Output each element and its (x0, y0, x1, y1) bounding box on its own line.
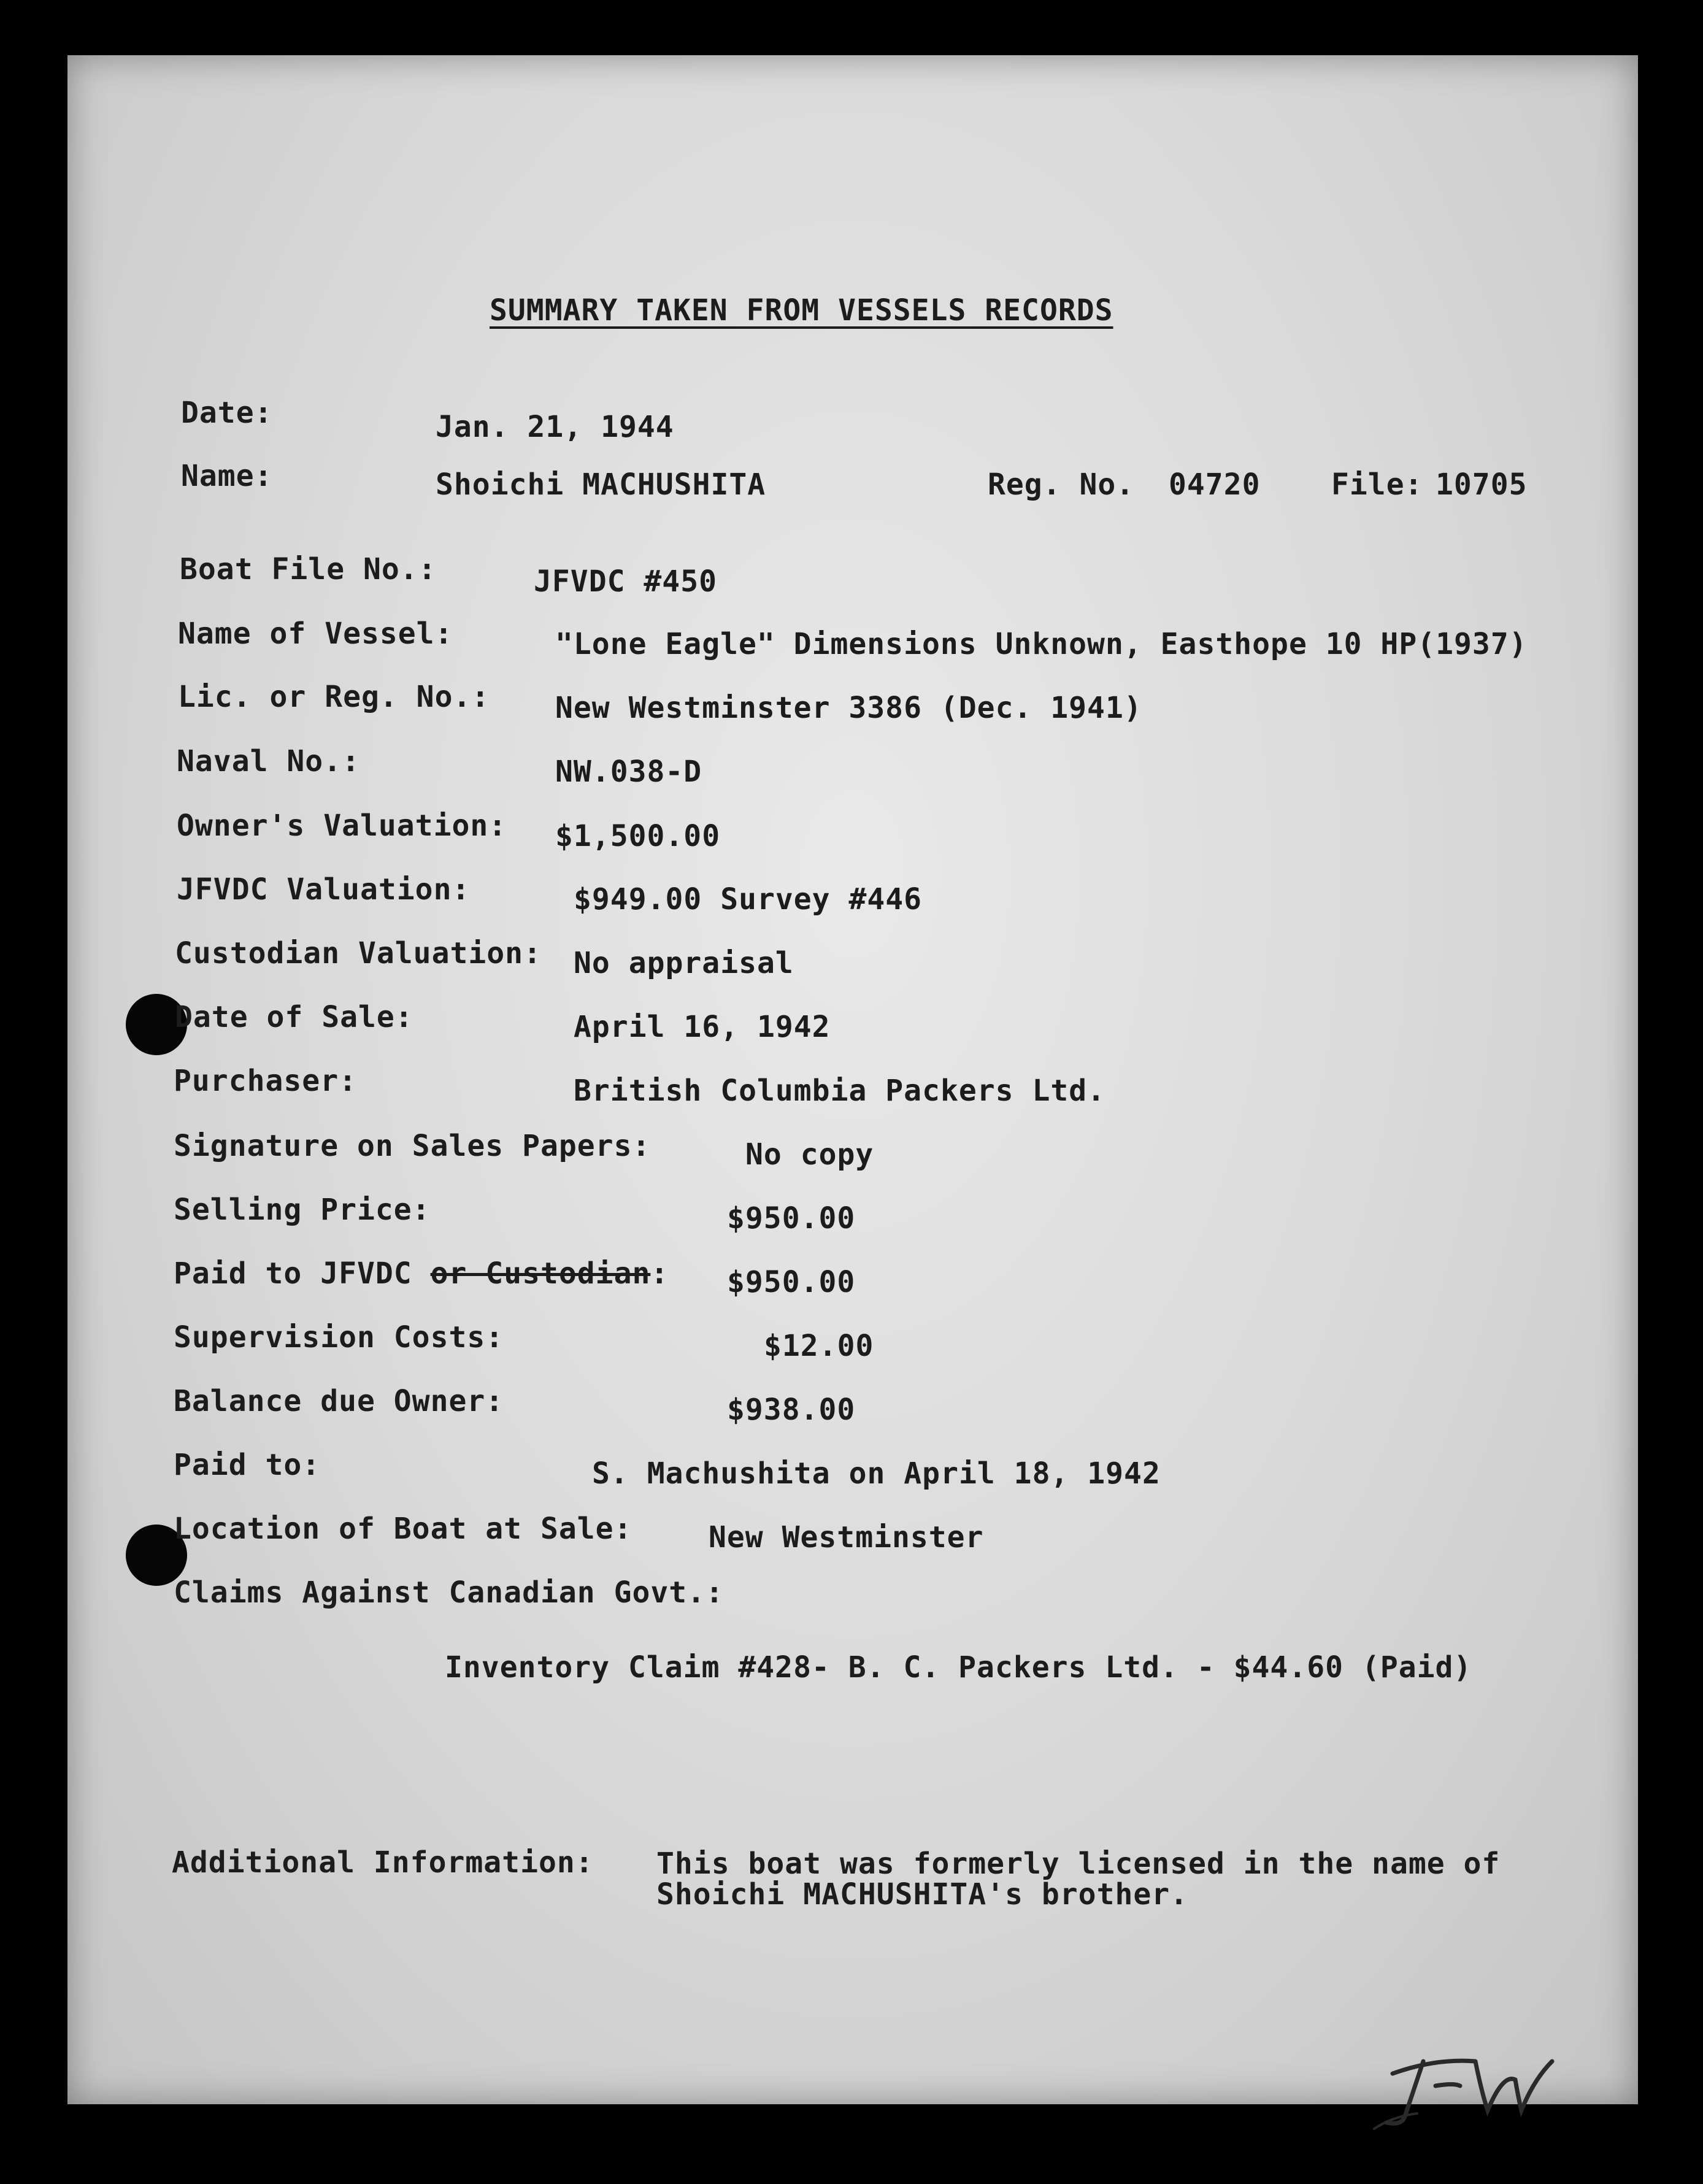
reg-value: 04720 (1169, 467, 1261, 502)
field-value-purchaser: British Columbia Packers Ltd. (574, 1074, 1106, 1108)
field-label-jfvdc-valuation: JFVDC Valuation: (177, 872, 471, 907)
date-value: Jan. 21, 1944 (436, 410, 674, 444)
claim-detail: Inventory Claim #428- B. C. Packers Ltd. - $44.60 (Paid) (445, 1650, 1472, 1685)
field-value-paid-to-jfvdc: $950.00 (727, 1265, 856, 1299)
field-label-lic-reg: Lic. or Reg. No.: (178, 680, 490, 714)
field-label-naval-no: Naval No.: (177, 744, 360, 779)
additional-info-line-2: Shoichi MACHUSHITA's brother. (656, 1877, 1189, 1912)
field-label-claims: Claims Against Canadian Govt.: (174, 1575, 724, 1610)
file-label: File: (1331, 467, 1423, 502)
document-page (67, 55, 1638, 2104)
name-value: Shoichi MACHUSHITA (436, 467, 766, 502)
field-label-balance-due: Balance due Owner: (174, 1384, 504, 1418)
reg-label: Reg. No. (988, 467, 1135, 502)
field-value-vessel-name: "Lone Eagle" Dimensions Unknown, Easthope 10 HP(1937) (555, 627, 1528, 661)
field-label-boat-file: Boat File No.: (180, 552, 437, 586)
field-value-naval-no: NW.038-D (555, 755, 702, 789)
field-label-location: Location of Boat at Sale: (174, 1512, 632, 1546)
field-label-signature-papers: Signature on Sales Papers: (174, 1129, 651, 1163)
field-value-balance-due: $938.00 (727, 1393, 856, 1427)
date-label: Date: (181, 396, 273, 430)
field-label-paid-to: Paid to: (174, 1448, 321, 1482)
additional-info-line-1: This boat was formerly licensed in the name of (656, 1847, 1501, 1881)
field-value-boat-file: JFVDC #450 (534, 564, 717, 599)
field-label-custodian-valuation: Custodian Valuation: (175, 936, 542, 971)
name-label: Name: (181, 459, 273, 493)
field-value-jfvdc-valuation: $949.00 Survey #446 (574, 882, 923, 917)
file-value: 10705 (1436, 467, 1528, 502)
handwritten-signature (1368, 2024, 1589, 2135)
field-value-paid-to: S. Machushita on April 18, 1942 (592, 1456, 1161, 1491)
field-label-supervision-costs: Supervision Costs: (174, 1320, 504, 1355)
field-label-purchaser: Purchaser: (174, 1064, 357, 1098)
field-value-custodian-valuation: No appraisal (574, 946, 794, 980)
document-title: SUMMARY TAKEN FROM VESSELS RECORDS (490, 293, 1113, 328)
field-value-date-of-sale: April 16, 1942 (574, 1010, 831, 1044)
field-label-date-of-sale: Date of Sale: (175, 1000, 413, 1034)
struck-text-custodian: or Custodian (430, 1256, 651, 1291)
field-value-selling-price: $950.00 (727, 1201, 856, 1236)
field-label-paid-to-jfvdc (174, 1256, 669, 1291)
paid-to-jfvdc-text: Paid to JFVDC (174, 1256, 412, 1291)
field-value-location: New Westminster (709, 1520, 984, 1555)
field-label-vessel-name: Name of Vessel: (178, 617, 453, 651)
field-value-supervision-costs: $12.00 (764, 1329, 874, 1363)
field-value-signature-papers: No copy (745, 1137, 874, 1172)
field-label-selling-price: Selling Price: (174, 1193, 431, 1227)
paid-to-colon: : (650, 1256, 669, 1291)
additional-info-label: Additional Information: (172, 1845, 594, 1880)
field-value-lic-reg: New Westminster 3386 (Dec. 1941) (555, 691, 1142, 725)
field-label-owner-valuation: Owner's Valuation: (177, 809, 507, 843)
field-value-owner-valuation: $1,500.00 (555, 819, 721, 853)
